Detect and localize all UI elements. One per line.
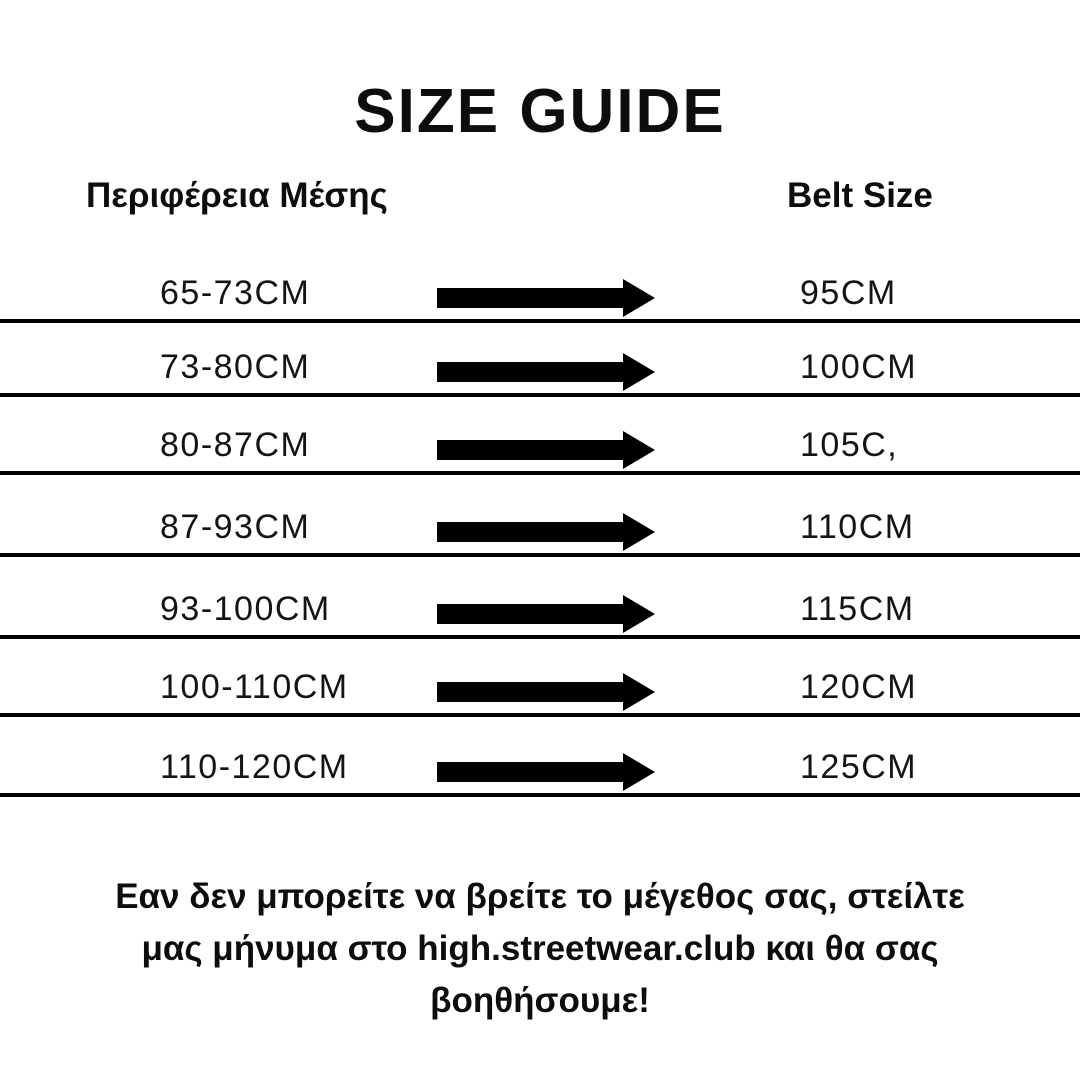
table-row [0, 475, 1080, 557]
right-arrow-icon [437, 513, 655, 553]
arrow-shaft [437, 762, 624, 782]
waist-range-label: 100-110CM [160, 668, 349, 706]
belt-size-label: 95CM [800, 274, 897, 312]
arrow-shaft [437, 604, 624, 624]
arrow-head [623, 431, 655, 469]
waist-range-label: 110-120CM [160, 748, 349, 786]
arrow-shaft [437, 682, 624, 702]
table-row [0, 557, 1080, 639]
table-row [0, 323, 1080, 397]
arrow-shaft [437, 440, 624, 460]
size-guide-table [0, 247, 1080, 797]
arrow-head [623, 595, 655, 633]
arrow-head [623, 353, 655, 391]
right-arrow-icon [437, 595, 655, 635]
arrow-shaft [437, 288, 624, 308]
arrow-head [623, 753, 655, 791]
waist-range-label: 73-80CM [160, 348, 311, 386]
arrow-head [623, 513, 655, 551]
waist-range-label: 80-87CM [160, 426, 311, 464]
waist-column-header: Περιφέρεια Μέσης [86, 176, 388, 215]
table-headers [0, 176, 1080, 220]
waist-range-label: 93-100CM [160, 590, 331, 628]
table-row [0, 639, 1080, 717]
belt-size-label: 105C, [800, 426, 899, 464]
right-arrow-icon [437, 673, 655, 713]
belt-size-label: 100CM [800, 348, 918, 386]
footer-note-line: μας μήνυμα στο high.streetwear.club και θα σας [141, 929, 939, 968]
right-arrow-icon [437, 279, 655, 319]
belt-size-label: 110CM [800, 508, 915, 546]
waist-range-label: 65-73CM [160, 274, 311, 312]
belt-size-label: 115CM [800, 590, 915, 628]
arrow-shaft [437, 522, 624, 542]
right-arrow-icon [437, 353, 655, 393]
arrow-shaft [437, 362, 624, 382]
arrow-head [623, 673, 655, 711]
right-arrow-icon [437, 431, 655, 471]
belt-size-label: 120CM [800, 668, 918, 706]
arrow-head [623, 279, 655, 317]
belt-size-label: 125CM [800, 748, 918, 786]
table-row [0, 247, 1080, 323]
belt-size-column-header: Belt Size [787, 176, 933, 215]
right-arrow-icon [437, 753, 655, 793]
table-row [0, 397, 1080, 475]
footer-note [0, 871, 1080, 1027]
footer-note-line: βοηθήσουμε! [430, 981, 650, 1020]
footer-note-line: Εαν δεν μπορείτε να βρείτε το μέγεθος σας, στείλτε [115, 877, 965, 916]
table-row [0, 717, 1080, 797]
waist-range-label: 87-93CM [160, 508, 311, 546]
page-title: SIZE GUIDE [354, 76, 726, 146]
